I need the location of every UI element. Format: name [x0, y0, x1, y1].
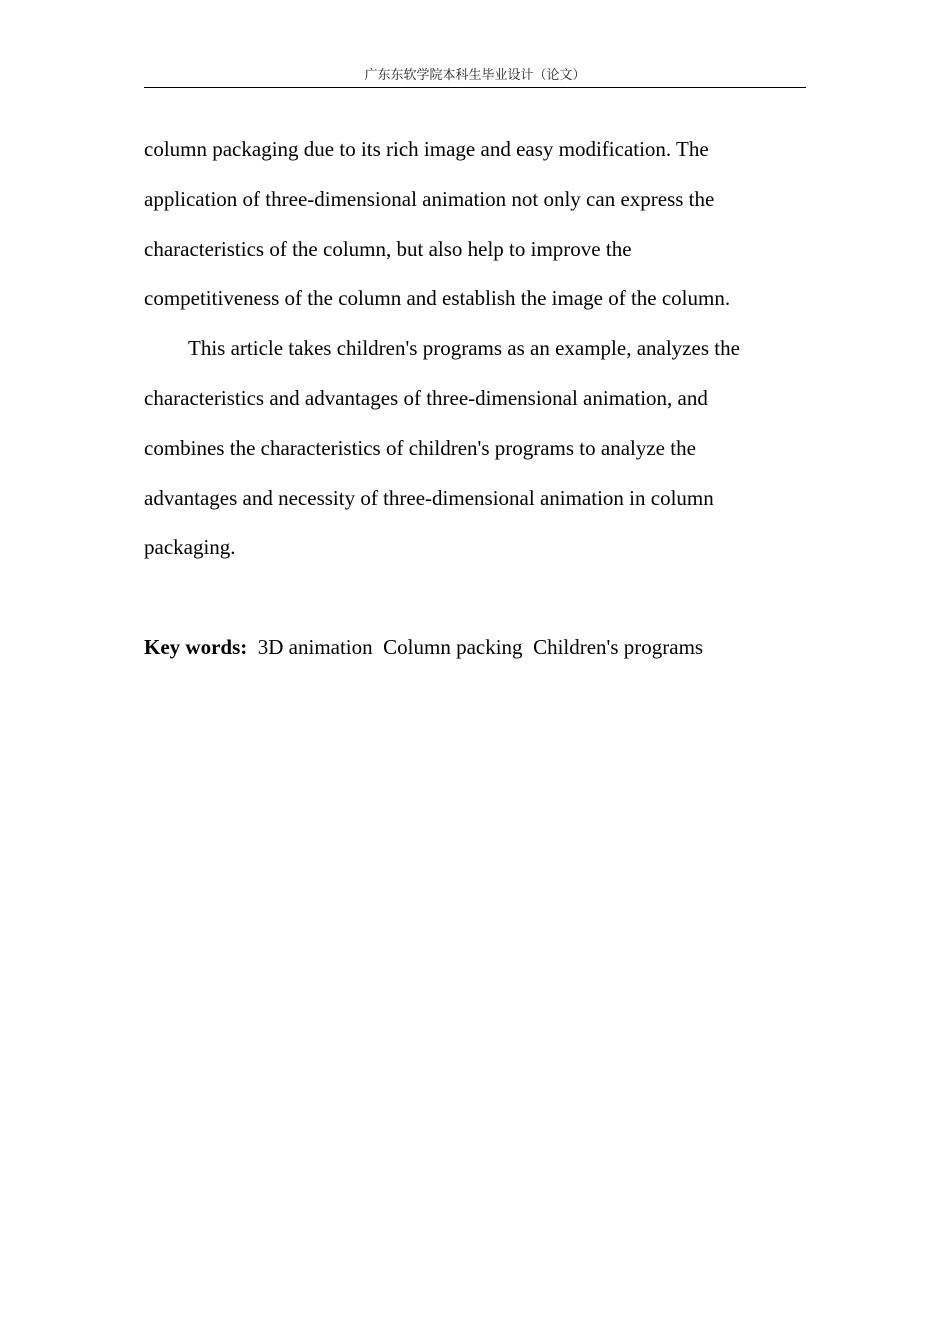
text-line: combines the characteristics of children's programs to analyze the [144, 435, 696, 460]
text-line: advantages and necessity of three-dimensional animation in column [144, 485, 714, 510]
keyword-item: 3D animation [257, 635, 373, 659]
text-line: This article takes children's programs as an example, analyzes the [188, 336, 740, 361]
paragraph-2 [144, 324, 806, 573]
text-line: packaging. [144, 535, 236, 560]
page-header [144, 67, 806, 88]
keywords-line [144, 623, 703, 673]
keywords-label: Key words: [144, 635, 248, 659]
paragraph-1 [144, 125, 806, 324]
text-line: characteristics of the column, but also help to improve the [144, 236, 632, 261]
keyword-item: Column packing [383, 635, 523, 659]
abstract-body [144, 125, 806, 573]
text-line: competitiveness of the column and establish the image of the column. [144, 286, 731, 311]
text-line: application of three-dimensional animation not only can express the [144, 186, 715, 211]
keyword-item: Children's programs [533, 635, 704, 659]
text-line: characteristics and advantages of three-dimensional animation, and [144, 385, 708, 410]
header-title: 广东东软学院本科生毕业设计（论文） [364, 68, 586, 83]
text-line: column packaging due to its rich image and easy modification. The [144, 137, 709, 161]
